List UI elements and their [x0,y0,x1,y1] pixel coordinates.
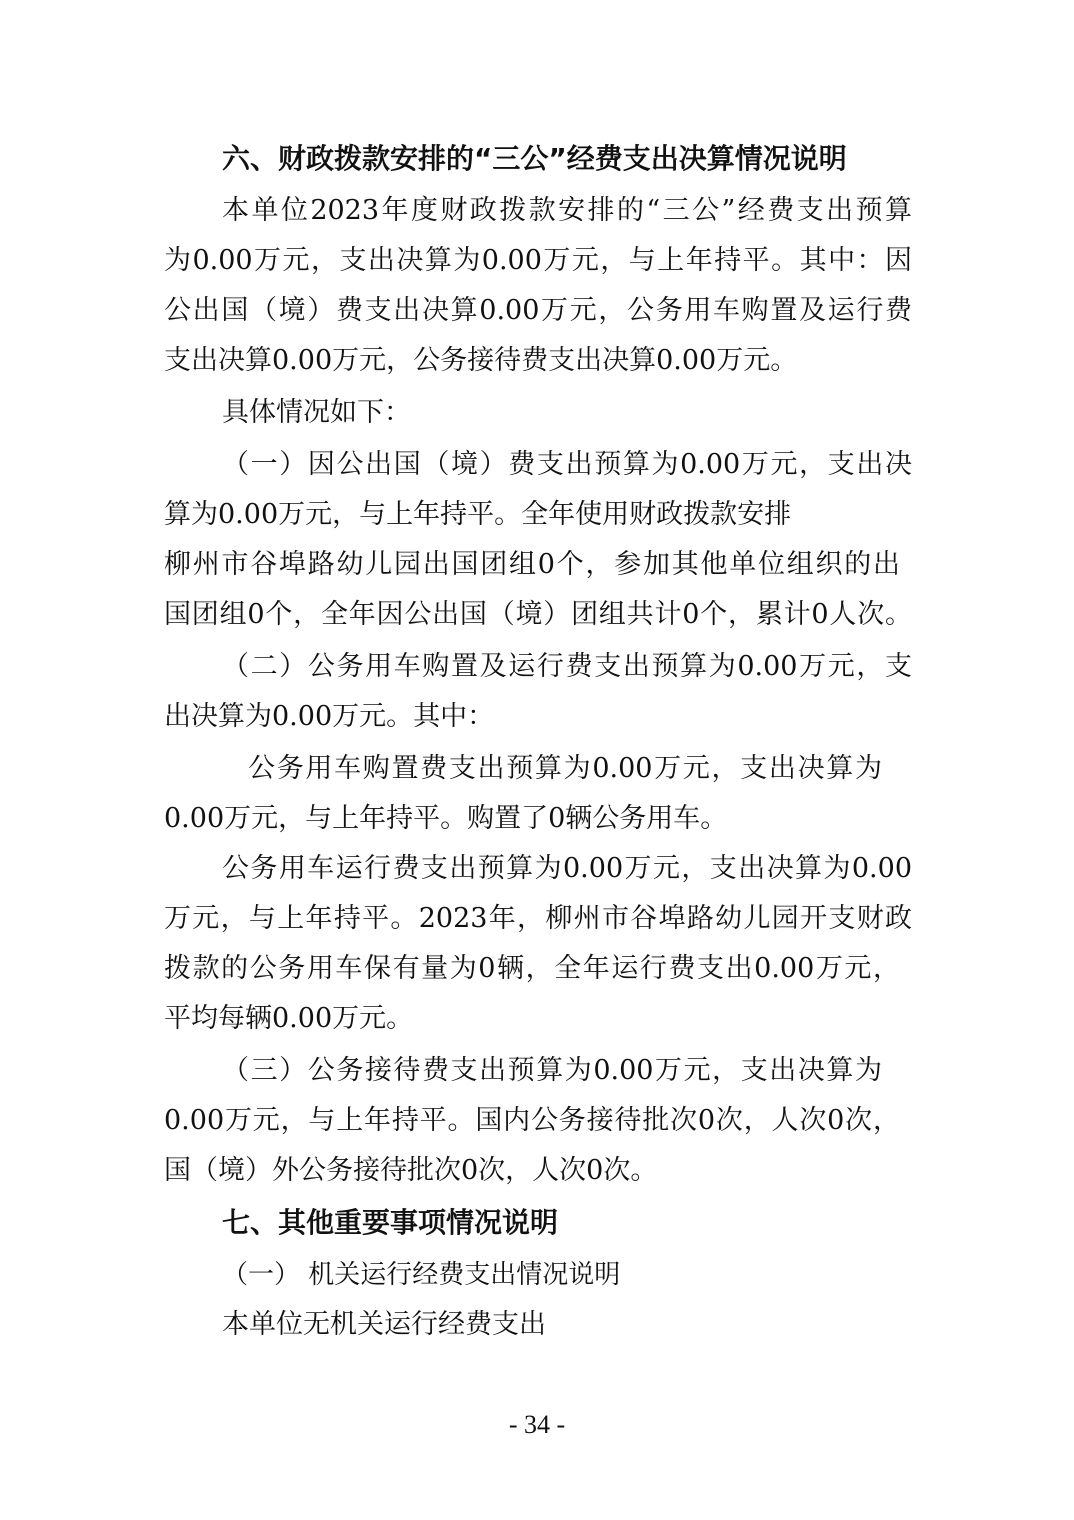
paragraph-line: 具体情况如下： [222,397,411,428]
paragraph-line: 平均每辆0.00万元。 [164,1003,414,1034]
paragraph-line: 本单位无机关运行经费支出 [222,1309,546,1340]
paragraph-line: 国（境）外公务接待批次0次，人次0次。 [164,1155,658,1186]
paragraph-line: 拨款的公务用车保有量为0辆，全年运行费支出0.00万元， [164,953,900,984]
paragraph-line: 为0.00万元，支出决算为0.00万元，与上年持平。其中：因 [164,245,912,276]
paragraph-line: （一）因公出国（境）费支出预算为0.00万元，支出决 [222,449,912,480]
paragraph-line: 算为0.00万元，与上年持平。全年使用财政拨款安排 [164,499,792,530]
paragraph-line: 本单位2023年度财政拨款安排的“三公”经费支出预算 [222,195,912,226]
paragraph-line: 0.00万元，与上年持平。国内公务接待批次0次，人次0次， [164,1105,900,1136]
section-7-heading: 七、其他重要事项情况说明 [222,1206,559,1239]
paragraph-line: 出决算为0.00万元。其中： [164,701,495,732]
paragraph-line: 公务用车运行费支出预算为0.00万元，支出决算为0.00 [222,853,912,884]
page-number: - 34 - [508,1410,566,1439]
paragraph-line: 万元，与上年持平。2023年，柳州市谷埠路幼儿园开支财政 [164,903,912,934]
paragraph-line: 公务用车购置费支出预算为0.00万元，支出决算为 [248,753,882,784]
section-6-heading: 六、财政拨款安排的“三公”经费支出决算情况说明 [222,142,847,175]
paragraph-line: 支出决算0.00万元，公务接待费支出决算0.00万元。 [164,345,798,376]
paragraph-line: 公出国（境）费支出决算0.00万元，公务用车购置及运行费 [164,295,912,326]
paragraph-line: 柳州市谷埠路幼儿园出国团组0个，参加其他单位组织的出 [164,549,900,580]
paragraph-line: （三）公务接待费支出预算为0.00万元，支出决算为 [222,1055,882,1086]
paragraph-line: 国团组0个，全年因公出国（境）团组共计0个，累计0人次。 [164,599,912,630]
paragraph-line: 0.00万元，与上年持平。购置了0辆公务用车。 [164,803,728,834]
section-7-subheading: （一） 机关运行经费支出情况说明 [222,1260,621,1290]
paragraph-line: （二）公务用车购置及运行费支出预算为0.00万元，支 [222,651,912,682]
